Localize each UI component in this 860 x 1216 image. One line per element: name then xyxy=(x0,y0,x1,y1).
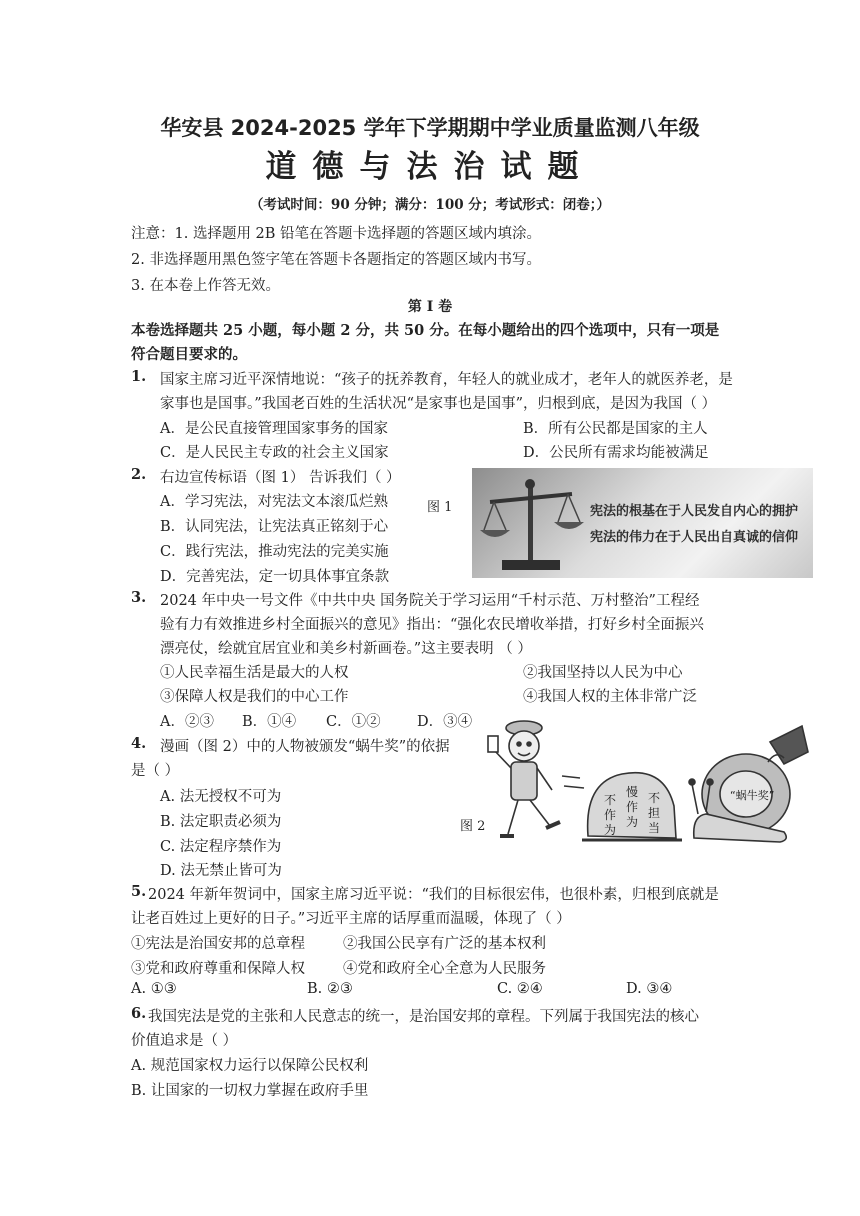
q4-option-d: D. 法无禁止皆可为 xyxy=(160,863,282,879)
q3-item-3: ③保障人权是我们的中心工作 xyxy=(160,689,349,705)
q5-option-d: D. ③④ xyxy=(626,981,673,997)
q4-option-b: B. 法定职责必须为 xyxy=(160,814,282,830)
section-intro-line1: 本卷选择题共 25 小题，每小题 2 分，共 50 分。在每小题给出的四个选项中，只有一项是 xyxy=(131,322,720,339)
figure-1-label: 图 1 xyxy=(427,500,453,515)
q5-stem-line2: 让老百姓过上更好的日子。”习近平主席的话厚重而温暖，体现了（ ） xyxy=(131,911,571,927)
q4-option-c: C. 法定程序禁作为 xyxy=(160,839,282,855)
note-3: 3. 在本卷上作答无效。 xyxy=(131,278,280,294)
scales-icon xyxy=(472,468,592,578)
q5-option-b: B. ②③ xyxy=(307,981,353,997)
q6-option-a: A. 规范国家权力运行以保障公民权利 xyxy=(131,1058,369,1074)
q5-item-2: ②我国公民享有广泛的基本权利 xyxy=(343,936,546,952)
q3-item-4: ④我国人权的主体非常广泛 xyxy=(523,689,697,705)
q4-option-a: A. 法无授权不可为 xyxy=(160,789,282,805)
q6-number: 6. xyxy=(131,1005,147,1022)
exam-title-line1: 华安县 2024-2025 学年下学期期中学业质量监测八年级 xyxy=(160,116,700,140)
q1-stem-line2: 家事也是国事。”我国老百姓的生活状况“是家事也是国事”，归根到底，是因为我国（ ） xyxy=(160,396,717,412)
section-title: 第 Ⅰ 卷 xyxy=(407,299,453,315)
q1-option-b: B．所有公民都是国家的主人 xyxy=(523,421,708,437)
shell-word-1c: 为 xyxy=(604,823,617,837)
q2-option-b: B．认同宪法，让宪法真正铭刻于心 xyxy=(160,519,389,535)
q3-option-c: C．①② xyxy=(326,714,381,730)
q3-option-b: B．①④ xyxy=(242,714,297,730)
banner-text-line2: 宪法的伟力在于人民出自真诚的信仰 xyxy=(590,530,799,545)
q5-item-4: ④党和政府全心全意为人民服务 xyxy=(343,961,546,977)
shell-word-2c: 为 xyxy=(626,815,639,829)
q3-stem-line1: 2024 年中央一号文件《中共中央 国务院关于学习运用“千村示范、万村整治”工程经 xyxy=(160,593,700,609)
q3-stem-line2: 验有力有效推进乡村全面振兴的意见》指出：“强化农民增收举措，打好乡村全面振兴 xyxy=(160,617,704,633)
q3-item-2: ②我国坚持以人民为中心 xyxy=(523,665,683,681)
exam-info: （考试时间：90 分钟；满分：100 分；考试形式：闭卷；） xyxy=(249,197,611,213)
q4-stem-line1: 漫画（图 2）中的人物被颁发“蜗牛奖”的依据 xyxy=(160,739,450,755)
shell-word-3: 不 xyxy=(648,791,661,805)
q5-option-a: A. ①③ xyxy=(131,981,177,997)
q6-option-b: B. 让国家的一切权力掌握在政府手里 xyxy=(131,1083,369,1099)
running-official-icon xyxy=(488,721,584,836)
q1-number: 1. xyxy=(131,368,147,385)
q2-option-c: C．践行宪法，推动宪法的完美实施 xyxy=(160,544,389,560)
snail-award-text: “蜗牛奖” xyxy=(730,789,775,802)
q4-stem-line2: 是（ ） xyxy=(131,763,180,779)
q3-number: 3. xyxy=(131,589,147,606)
note-1: 注意：1. 选择题用 2B 铅笔在答题卡选择题的答题区域内填涂。 xyxy=(131,226,542,242)
q3-item-1: ①人民幸福生活是最大的人权 xyxy=(160,665,349,681)
shell-word-1b: 作 xyxy=(604,808,617,822)
q1-stem-line1: 国家主席习近平深情地说：“孩子的抚养教育，年轻人的就业成才，老年人的就医养老，是 xyxy=(160,372,733,388)
shell-word-2b: 作 xyxy=(626,800,639,814)
q5-item-1: ①宪法是治国安邦的总章程 xyxy=(131,936,305,952)
q2-number: 2. xyxy=(131,466,147,483)
figure-2-cartoon xyxy=(484,706,814,858)
q2-stem: 右边宣传标语（图 1） 告诉我们（ ） xyxy=(160,470,401,486)
q1-option-c: C．是人民民主专政的社会主义国家 xyxy=(160,445,389,461)
q5-option-c: C. ②④ xyxy=(497,981,543,997)
shell-word-1: 不 xyxy=(604,793,617,807)
q5-stem-line1: 2024 年新年贺词中，国家主席习近平说：“我们的目标很宏伟，也很朴素，归根到底就是 xyxy=(148,887,719,903)
q6-stem-line1: 我国宪法是党的主张和人民意志的统一，是治国安邦的章程。下列属于我国宪法的核心 xyxy=(148,1009,699,1025)
shell-word-2: 慢 xyxy=(626,785,639,799)
q2-option-d: D．完善宪法，定一切具体事宜条款 xyxy=(160,569,390,585)
snail-award-icon xyxy=(689,726,808,842)
section-intro-line2: 符合题目要求的。 xyxy=(131,346,247,363)
q5-item-3: ③党和政府尊重和保障人权 xyxy=(131,961,305,977)
figure-1-banner xyxy=(472,468,813,578)
q4-number: 4. xyxy=(131,735,147,752)
exam-title-line2: 道德与法治试题 xyxy=(265,149,595,185)
q6-stem-line2: 价值追求是（ ） xyxy=(131,1033,238,1049)
q1-option-d: D．公民所有需求均能被满足 xyxy=(523,445,709,461)
q3-option-d: D．③④ xyxy=(417,714,473,730)
note-2: 2. 非选择题用黑色签字笔在答题卡各题指定的答题区域内书写。 xyxy=(131,252,541,268)
banner-text-line1: 宪法的根基在于人民发自内心的拥护 xyxy=(590,504,799,519)
shell-word-3c: 当 xyxy=(648,821,661,835)
shell-word-3b: 担 xyxy=(648,806,661,820)
q3-option-a: A．②③ xyxy=(160,714,214,730)
q3-stem-line3: 漂亮仗，绘就宜居宜业和美乡村新画卷。”这主要表明 （ ） xyxy=(160,641,532,657)
q5-number: 5. xyxy=(131,883,147,900)
q2-option-a: A．学习宪法，对宪法文本滚瓜烂熟 xyxy=(160,494,388,510)
q1-option-a: A．是公民直接管理国家事务的国家 xyxy=(160,421,388,437)
figure-2-label: 图 2 xyxy=(460,819,486,834)
